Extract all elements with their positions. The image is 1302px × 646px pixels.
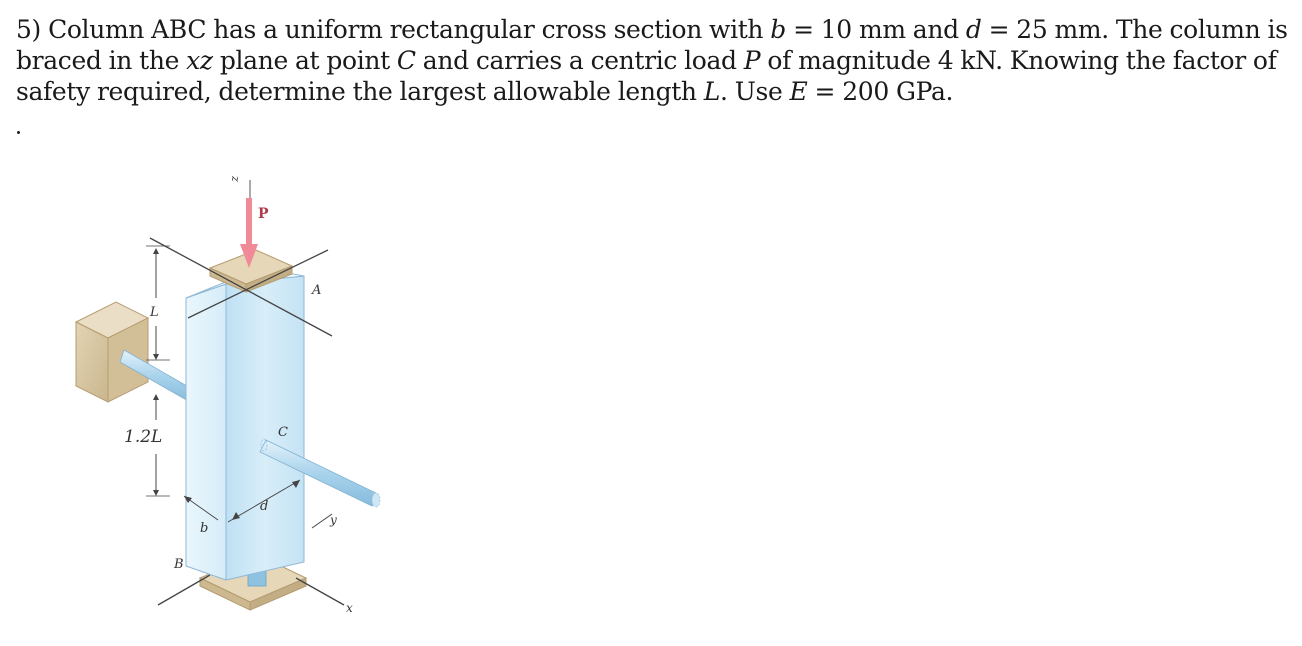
- load-label-p: P: [258, 206, 269, 222]
- column-diagram: [60, 150, 400, 630]
- problem-text-1: Column ABC has a uniform rectangular cross section with: [48, 15, 764, 44]
- dim-d-label: d: [260, 499, 269, 514]
- dim-1-2l-label: 1.2L: [124, 427, 163, 447]
- point-c-label: C: [278, 425, 288, 440]
- column-figure: [60, 150, 400, 630]
- problem-text-7: . Use: [720, 77, 783, 106]
- problem-text-5: and carries a centric load: [422, 46, 737, 75]
- symbol-p: P: [743, 46, 761, 75]
- point-b-label: B: [174, 557, 184, 572]
- problem-number: 5): [16, 15, 41, 44]
- symbol-e: E: [789, 77, 808, 106]
- dim-b-label: b: [200, 521, 209, 536]
- symbol-xz: xz: [186, 46, 213, 75]
- problem-text-6: of magnitude 4 kN. Knowing the factor of safety required, determine the largest allowable length: [16, 46, 1277, 106]
- problem-text-3: = 25 mm. The column is braced in the: [16, 15, 1288, 75]
- problem-statement: [16, 14, 1291, 107]
- problem-text-4: plane at point: [219, 46, 390, 75]
- symbol-d: d: [965, 15, 982, 44]
- problem-text-2: = 10 mm and: [793, 15, 959, 44]
- axis-y-label: y: [330, 513, 337, 527]
- problem-text-8: = 200 GPa.: [814, 77, 954, 106]
- stray-dot: [17, 131, 20, 134]
- point-a-label: A: [312, 283, 322, 298]
- symbol-b: b: [770, 15, 786, 44]
- symbol-l: L: [703, 77, 721, 106]
- wall-block: [76, 302, 148, 402]
- dim-l-label: L: [150, 305, 159, 320]
- axis-z-label: z: [229, 176, 242, 182]
- axis-x-label: x: [346, 601, 353, 615]
- symbol-c: C: [396, 46, 416, 75]
